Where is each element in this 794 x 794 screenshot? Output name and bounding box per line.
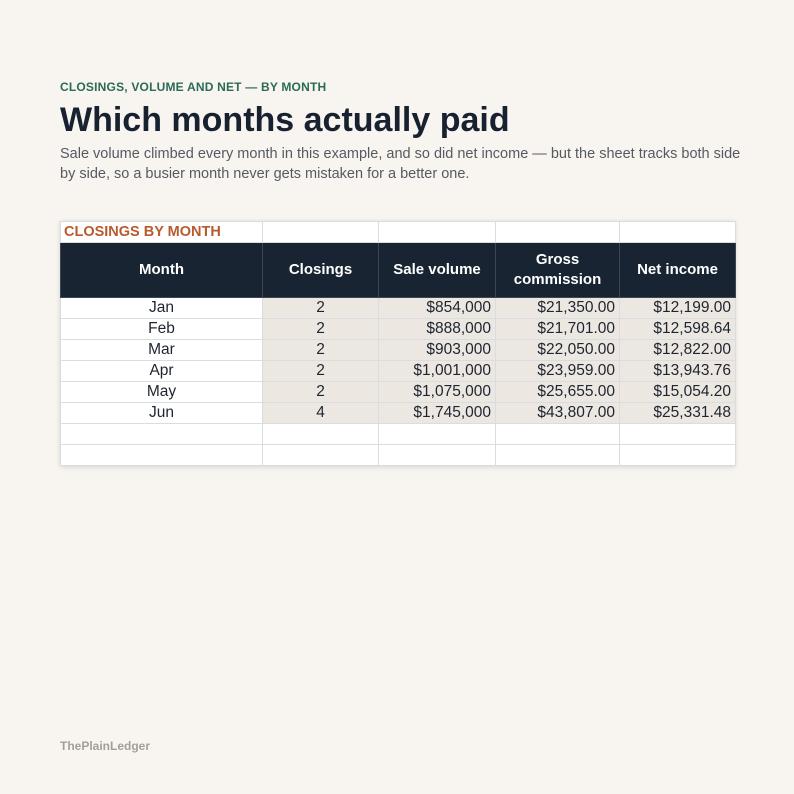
table-row (61, 319, 736, 340)
cell-net-income[interactable]: $12,598.64 (620, 319, 736, 340)
cell-net-income[interactable]: $25,331.48 (620, 403, 736, 424)
cell-sale-volume[interactable]: $1,745,000 (379, 403, 496, 424)
cell-net-income[interactable]: $12,822.00 (620, 340, 736, 361)
cell-closings[interactable]: 2 (263, 298, 379, 319)
table-cell[interactable] (496, 445, 620, 466)
table-cell[interactable] (620, 445, 736, 466)
cell-sale-volume[interactable]: $903,000 (379, 340, 496, 361)
sheet-caption[interactable]: CLOSINGS BY MONTH (61, 222, 263, 243)
page-subtitle: Sale volume climbed every month in this example, and so did net income — but the sheet tracks both side by side, so a busier month never gets mistaken for a better one. (60, 146, 741, 182)
table-row (61, 298, 736, 319)
cell-closings[interactable]: 4 (263, 403, 379, 424)
empty-row (61, 424, 736, 445)
table-row (61, 382, 736, 403)
page-title: Which months actually paid (60, 101, 510, 139)
table-cell[interactable] (263, 222, 379, 243)
eyebrow-label: CLOSINGS, VOLUME AND NET — BY MONTH (60, 80, 327, 94)
cell-month[interactable]: Apr (61, 361, 263, 382)
column-header-closings[interactable]: Closings (263, 243, 379, 298)
table-cell[interactable] (379, 445, 496, 466)
cell-month[interactable]: Mar (61, 340, 263, 361)
cell-closings[interactable]: 2 (263, 361, 379, 382)
column-header-gross-commission[interactable]: Gross commission (496, 243, 620, 298)
table-cell[interactable] (263, 424, 379, 445)
table-cell[interactable] (379, 424, 496, 445)
table-cell[interactable] (620, 424, 736, 445)
table-cell[interactable] (61, 424, 263, 445)
cell-closings[interactable]: 2 (263, 340, 379, 361)
cell-sale-volume[interactable]: $1,001,000 (379, 361, 496, 382)
table-cell[interactable] (379, 222, 496, 243)
table-cell[interactable] (61, 445, 263, 466)
cell-net-income[interactable]: $12,199.00 (620, 298, 736, 319)
cell-gross-commission[interactable]: $43,807.00 (496, 403, 620, 424)
cell-gross-commission[interactable]: $21,701.00 (496, 319, 620, 340)
column-header-net-income[interactable]: Net income (620, 243, 736, 298)
cell-closings[interactable]: 2 (263, 319, 379, 340)
column-header-sale-volume[interactable]: Sale volume (379, 243, 496, 298)
header-row (61, 243, 736, 298)
cell-month[interactable]: May (61, 382, 263, 403)
cell-net-income[interactable]: $15,054.20 (620, 382, 736, 403)
empty-row (61, 445, 736, 466)
cell-month[interactable]: Jun (61, 403, 263, 424)
table-row (61, 340, 736, 361)
cell-gross-commission[interactable]: $23,959.00 (496, 361, 620, 382)
table-cell[interactable] (496, 222, 620, 243)
table-cell[interactable] (496, 424, 620, 445)
brand-footer: ThePlainLedger (60, 739, 151, 753)
cell-gross-commission[interactable]: $25,655.00 (496, 382, 620, 403)
caption-row (61, 222, 736, 243)
cell-sale-volume[interactable]: $888,000 (379, 319, 496, 340)
spreadsheet (60, 221, 735, 466)
table-cell[interactable] (263, 445, 379, 466)
cell-month[interactable]: Feb (61, 319, 263, 340)
cell-gross-commission[interactable]: $21,350.00 (496, 298, 620, 319)
cell-sale-volume[interactable]: $1,075,000 (379, 382, 496, 403)
cell-sale-volume[interactable]: $854,000 (379, 298, 496, 319)
cell-gross-commission[interactable]: $22,050.00 (496, 340, 620, 361)
cell-month[interactable]: Jan (61, 298, 263, 319)
table-row (61, 361, 736, 382)
table-row (61, 403, 736, 424)
table-cell[interactable] (620, 222, 736, 243)
cell-net-income[interactable]: $13,943.76 (620, 361, 736, 382)
cell-closings[interactable]: 2 (263, 382, 379, 403)
column-header-month[interactable]: Month (61, 243, 263, 298)
closings-table (60, 221, 736, 466)
